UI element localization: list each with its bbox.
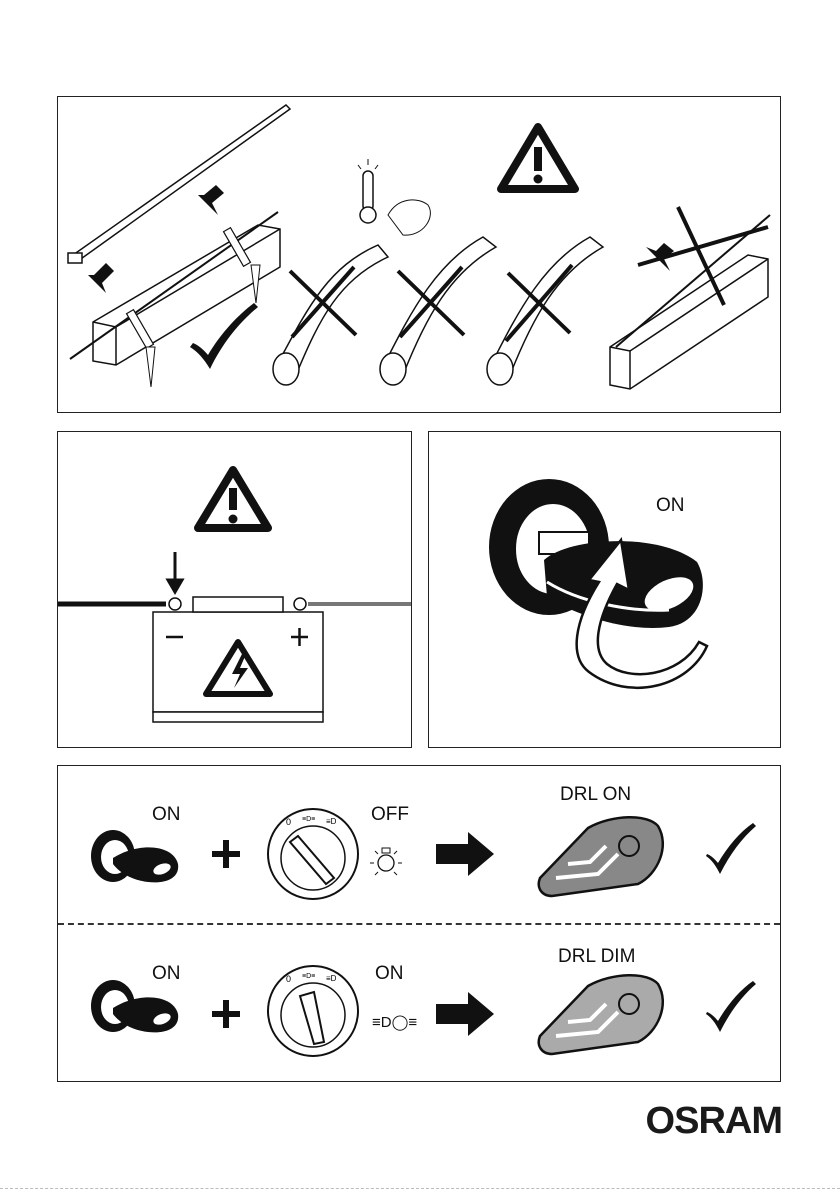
row2-switch-label: ON [375,963,404,984]
check-icon [706,981,756,1032]
plus-icon [212,840,240,868]
wrong-bend-2 [380,237,496,385]
panel-cable-ties [57,96,781,413]
lamp-on-icon [372,1014,417,1031]
key-icon [91,830,178,882]
battery-illustration [58,432,413,749]
row2-result-label: DRL DIM [558,946,636,967]
wrong-module [610,207,770,389]
light-switch-icon [268,809,358,899]
drl-dim-lamp-icon [539,975,663,1054]
svg-text:0: 0 [286,817,292,827]
lamp-off-icon [370,848,402,875]
wrong-bend-1 [273,245,388,385]
arrow-right-icon [436,832,494,876]
row-divider [58,923,780,925]
svg-text:≡D: ≡D [326,974,337,983]
arrow-icon [88,263,114,293]
cut-line [0,1188,840,1189]
arrow-icon [198,185,224,215]
row1-result-label: DRL ON [560,784,632,805]
light-switch-icon [268,966,358,1056]
drl-lamp-icon [539,817,663,896]
row1-key-label: ON [152,804,181,825]
svg-text:≡D≡: ≡D≡ [302,816,316,823]
warning-icon [198,470,268,528]
svg-text:≡D≡: ≡D≡ [302,973,316,980]
cable-tie-illustration [58,97,782,414]
panel-battery [57,431,412,748]
ignition-on-label: ON [656,495,685,516]
panel-ignition [428,431,781,748]
svg-text:≡D◯≡: ≡D◯≡ [372,1014,418,1031]
battery-icon [153,597,323,722]
wrong-bend-3 [487,237,603,385]
key-icon [91,980,178,1032]
check-icon [706,823,756,874]
svg-text:0: 0 [286,974,292,984]
arrow-down-icon [168,552,182,592]
arrow-right-icon [436,992,494,1036]
thermometer-icon [358,159,430,235]
warning-icon [501,127,575,189]
svg-text:≡D: ≡D [326,817,337,826]
plus-icon [212,1000,240,1028]
row1-switch-label: OFF [371,804,409,825]
row2-key-label: ON [152,963,181,984]
ignition-illustration [429,432,782,749]
brand-logo: OSRAM [645,1100,782,1142]
